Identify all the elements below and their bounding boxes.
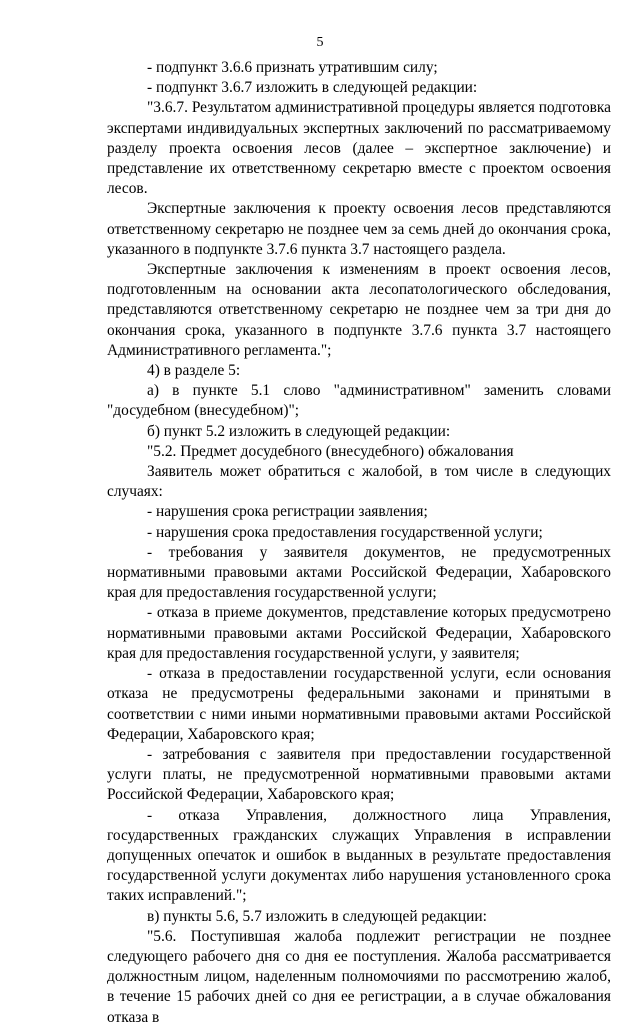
paragraph: - отказа в предоставлении государственной услуги, если основания отказа не предусмотрены федеральными законами и принятыми в соответствии с ними иными нормативными правовыми актами Российской Федерации, Хабаровского края;: [107, 665, 611, 743]
paragraph: Заявитель может обратиться с жалобой, в том числе в следующих случаях:: [107, 463, 611, 501]
paragraph: Экспертные заключения к проекту освоения лесов представляются ответственному секретарю не позднее чем за семь дней до окончания срока, указанного в подпункте 3.7.6 пункта 3.7 настоящего раздела.: [107, 200, 611, 258]
paragraph: - требования у заявителя документов, не предусмотренных нормативными правовыми актами Российской Федерации, Хабаровского края для предоставления государственной услуги;: [107, 543, 611, 602]
paragraph: - затребования с заявителя при предоставлении государственной услуги платы, не предусмотренной нормативными правовыми актами Российской Федерации, Хабаровского края;: [107, 745, 611, 804]
paragraph: а) в пункте 5.1 слово "административном" заменить словами "досудебном (внесудебном)";: [107, 382, 611, 420]
paragraph: - подпункт 3.6.7 изложить в следующей редакции:: [147, 79, 478, 97]
paragraph: "5.6. Поступившая жалоба подлежит регистрации не позднее следующего рабочего дня со дня ее поступления. Жалоба рассматривается должностным лицом, наделенным полномочиями по рассмотрению жалоб, в течение 15 рабочих дней со дня ее регистрации, а в случае обжалования отказа в: [107, 927, 611, 1026]
paragraph: - отказа в приеме документов, представление которых предусмотрено нормативными правовыми актами Российской Федерации, Хабаровского края для предоставления государственной услуги, у заявителя;: [107, 604, 611, 662]
paragraph: "5.2. Предмет досудебного (внесудебного) обжалования: [147, 442, 514, 460]
paragraph: "3.6.7. Результатом административной процедуры является подготовка экспертами индивидуальных экспертных заключений по рассматриваемому разделу проекта освоения лесов (далее – экспертное заключение) и представление их ответственному секретарю вместе с проектом освоения лесов.: [107, 99, 611, 198]
paragraph: б) пункт 5.2 изложить в следующей редакции:: [147, 422, 451, 440]
paragraph: - нарушения срока регистрации заявления;: [147, 503, 428, 521]
page-number: 5: [316, 35, 324, 50]
paragraph: 4) в разделе 5:: [147, 362, 241, 380]
paragraph: - нарушения срока предоставления государственной услуги;: [147, 523, 543, 541]
paragraph: - отказа Управления, должностного лица Управления, государственных гражданских служащих Управления в исправлении допущенных опечаток и ошибок в выданных в результате предоставления государственной услуги документах либо нарушения установленного срока таких исправлений.";: [107, 806, 611, 905]
document-body: [107, 58, 611, 1028]
paragraph: в) пункты 5.6, 5.7 изложить в следующей редакции:: [147, 907, 487, 925]
paragraph: - подпункт 3.6.6 признать утратившим силу;: [147, 59, 438, 76]
paragraph: Экспертные заключения к изменениям в проект освоения лесов, подготовленным на основании акта лесопатологического обследования, представляются ответственному секретарю не позднее чем за три дня до окончания срока, указанного в подпункте 3.7.6 пункта 3.7 настоящего Административного регламента.";: [107, 261, 611, 359]
